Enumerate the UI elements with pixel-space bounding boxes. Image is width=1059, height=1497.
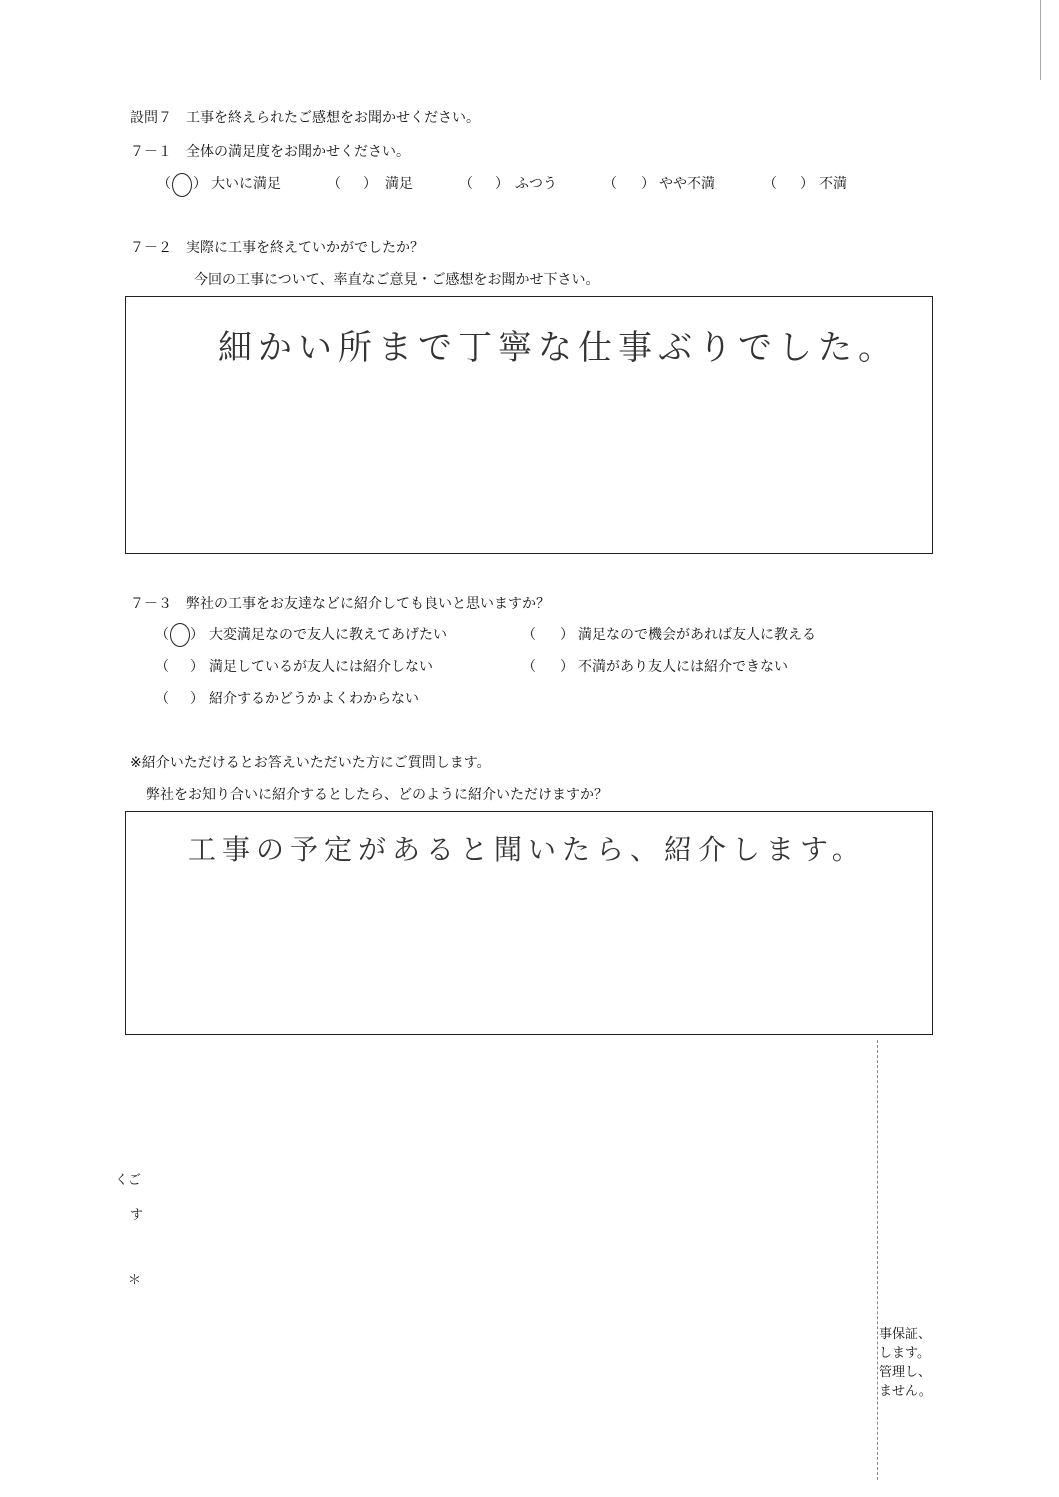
question-7-1-label: ７－１ 全体の満足度をお聞かせください。: [130, 144, 410, 160]
q73-option-label: 満足しているが友人には紹介しない: [209, 659, 433, 675]
section-title: 設問７ 工事を終えられたご感想をお聞かせください。: [130, 110, 480, 126]
q73-option-label: 紹介するかどうかよくわからない: [209, 691, 419, 707]
referral-note: ※紹介いただけるとお答えいただいた方にご質問します。: [130, 755, 491, 771]
referral-answer-box[interactable]: [125, 811, 933, 1035]
left-fragment: ＊: [128, 1273, 142, 1288]
selected-circle-mark: [172, 173, 192, 197]
scan-edge-line: [1040, 0, 1041, 80]
right-fragment: 管理し、: [879, 1365, 932, 1380]
handwritten-referral: 工事の予定があると聞いたら、紹介します。: [188, 833, 866, 866]
right-fragment: します。: [879, 1346, 930, 1361]
q73-option-label: 不満があり友人には紹介できない: [578, 659, 788, 675]
selected-circle-mark: [170, 623, 190, 647]
question-7-2-prompt: 今回の工事について、率直なご意見・ご感想をお聞かせ下さい。: [194, 272, 600, 288]
question-7-2-label: ７－２ 実際に工事を終えていかがでしたか？: [130, 240, 424, 256]
impression-answer-box[interactable]: [125, 296, 933, 554]
q73-option-label: 大変満足なので友人に教えてあげたい: [209, 627, 447, 643]
referral-prompt: 弊社をお知り合いに紹介するとしたら、どのように紹介いただけますか？: [146, 787, 608, 803]
handwritten-impression: 細かい所まで丁寧な仕事ぶりでした。: [218, 328, 898, 368]
right-fragment: ません。: [879, 1384, 932, 1399]
question-7-3-label: ７－３ 弊社の工事をお友達などに紹介しても良いと思いますか？: [130, 596, 550, 612]
left-fragment: す: [130, 1208, 144, 1223]
q71-option-label: やや不満: [659, 176, 715, 192]
q71-option-label: ふつう: [515, 176, 557, 192]
scan-fold-line: [877, 1040, 878, 1480]
left-fragment: くご: [115, 1173, 142, 1188]
q71-option-label: 大いに満足: [211, 176, 281, 192]
q73-option-label: 満足なので機会があれば友人に教える: [578, 627, 816, 643]
q71-option-label: 不満: [819, 176, 847, 192]
q71-option-label: 満足: [385, 176, 413, 192]
right-fragment: 事保証、: [879, 1327, 932, 1342]
